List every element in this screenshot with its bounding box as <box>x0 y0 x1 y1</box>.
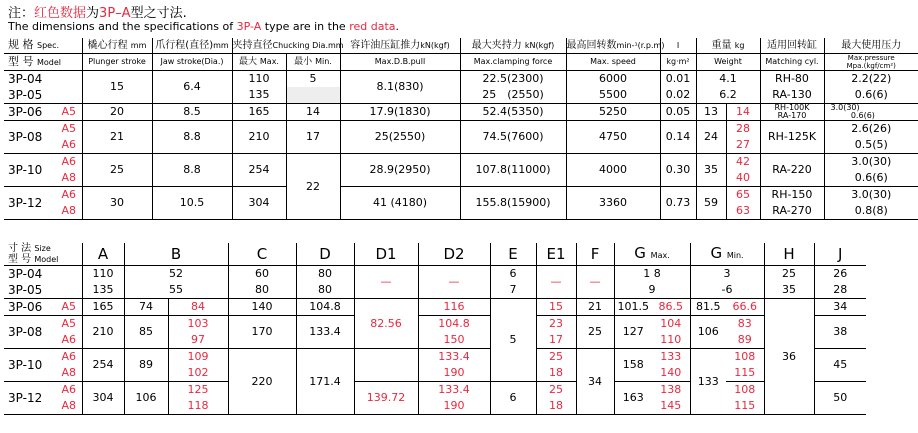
table-cell: 254 <box>82 349 124 382</box>
table-cell: 133.4 <box>296 316 354 349</box>
table-cell: 0.02 <box>660 87 696 104</box>
table-cell: 最高回转数 <box>566 39 617 51</box>
table-cell: kg <box>734 40 745 50</box>
table-cell: Size <box>34 244 51 253</box>
table-cell: 10.5 <box>152 187 232 220</box>
table-cell: 0.01 <box>660 71 696 88</box>
table-cell: 5 <box>490 299 536 382</box>
table-cell: 0.6(6) <box>824 87 918 104</box>
table-cell: 为 <box>86 6 100 21</box>
table-cell: 140 <box>660 366 682 379</box>
table-cell: 35 <box>764 282 814 299</box>
table-cell: 26 <box>814 266 866 283</box>
table-cell: 最大夹持力 <box>471 39 522 51</box>
table-cell: 3P–A <box>99 6 131 21</box>
table-cell: 86.5 <box>658 300 684 313</box>
table-cell: A5 <box>61 122 77 135</box>
table-cell <box>232 38 344 54</box>
table-cell: 66.6 <box>732 300 758 313</box>
dim-row-3p-12-a6 <box>4 382 866 399</box>
table-cell: 21 <box>82 121 152 154</box>
table-cell: 爪行程(直径) <box>155 39 214 51</box>
table-cell: 最小 <box>294 57 313 67</box>
table-cell: 6.2 <box>696 87 760 104</box>
table-cell <box>760 104 824 121</box>
table-cell: 25 <box>764 266 814 283</box>
table-cell: 1 8 <box>614 266 690 283</box>
table-cell <box>286 54 340 71</box>
table-cell: F <box>576 243 614 266</box>
table-cell: 133 <box>690 349 726 415</box>
table-cell: 9 <box>614 282 690 299</box>
table-cell: 14 <box>726 104 760 121</box>
table-cell: 80 <box>296 266 354 283</box>
table-cell: 139.72 <box>354 382 418 415</box>
dimension-table <box>4 243 866 415</box>
table-cell: 3P-06 <box>8 105 43 119</box>
table-cell <box>82 38 152 54</box>
table-cell: Mpa.(kgf/cm²) <box>846 62 896 70</box>
table-cell: kN(kgf) <box>420 40 450 50</box>
table-cell: 127 <box>614 316 652 349</box>
table-cell: 89 <box>124 349 168 382</box>
table-cell: 304 <box>232 187 286 220</box>
table-cell: min-¹(r.p.m) <box>616 40 665 50</box>
table-cell <box>690 243 764 266</box>
table-cell: G <box>634 243 646 262</box>
table-cell: Min. <box>315 57 332 66</box>
table-cell: 220 <box>228 349 296 415</box>
table-cell: 59 <box>696 187 726 220</box>
table-cell: 109 <box>168 349 228 366</box>
table-cell: A5 <box>61 317 77 330</box>
table-cell: 106 <box>690 316 726 349</box>
table-cell: 25 <box>536 349 576 366</box>
table-cell: -6 <box>690 282 764 299</box>
table-cell: RA-170 <box>777 111 807 120</box>
table-cell: 2.6(26) <box>824 121 918 138</box>
table-cell: 22 <box>286 154 340 220</box>
table-cell: 最大 <box>239 57 258 67</box>
table-cell: A8 <box>61 399 77 412</box>
table-cell: 8.1(830) <box>340 71 460 104</box>
table-cell: 85 <box>124 316 168 349</box>
table-cell: 210 <box>82 316 124 349</box>
table-cell: 165 <box>82 299 124 316</box>
table-cell: RA-270 <box>760 203 824 220</box>
table-cell: 3P-10 <box>8 358 43 372</box>
table-cell: 8.5 <box>152 104 232 121</box>
table-cell: 107.8(11000) <box>460 154 566 187</box>
table-cell: D <box>296 243 354 266</box>
table-cell: RH-80 <box>760 71 824 88</box>
table-cell: 5250 <box>566 104 660 121</box>
table-cell: A6 <box>61 138 77 151</box>
table-cell: 3P-10 <box>8 163 43 177</box>
table-cell: 0.73 <box>660 187 696 220</box>
note-cn <box>8 2 187 21</box>
table-cell: kN(kgf) <box>524 40 555 50</box>
table-cell: A6 <box>61 188 77 201</box>
table-cell: 8.8 <box>152 121 232 154</box>
table-cell: 0.05 <box>660 104 696 121</box>
table-cell: A6 <box>61 333 77 346</box>
spec-row-3p-08-a5 <box>4 121 918 138</box>
table-cell: 25 <box>536 382 576 399</box>
table-cell: 21 <box>576 299 614 316</box>
table-cell: type are in the <box>261 20 350 33</box>
table-cell: 35 <box>696 154 726 187</box>
table-cell: 97 <box>168 332 228 349</box>
table-cell: D2 <box>418 243 490 266</box>
table-cell: 83 <box>737 317 752 330</box>
spec-row-3p-04 <box>4 71 918 88</box>
table-cell <box>4 38 82 54</box>
table-cell: 6 <box>490 266 536 283</box>
table-cell: A8 <box>61 171 77 184</box>
table-cell: 133 <box>660 350 682 363</box>
table-cell: G <box>710 243 723 262</box>
table-cell: 135 <box>232 87 286 104</box>
table-cell: 60 <box>228 266 296 283</box>
table-cell: 3P-12 <box>8 196 43 210</box>
table-cell: RA-130 <box>760 87 824 104</box>
table-cell: 橇心行程 <box>87 39 128 51</box>
table-cell: 210 <box>232 121 286 154</box>
table-cell: Matching cyl. <box>760 54 824 71</box>
table-cell: 42 <box>726 154 760 171</box>
table-cell: Chucking Dia.mm <box>272 40 344 50</box>
table-cell: 140 <box>228 299 296 316</box>
table-cell: 重量 <box>711 39 732 51</box>
table-cell: 254 <box>232 154 286 187</box>
table-cell: 34 <box>814 299 866 316</box>
table-cell: 红色数据 <box>34 6 87 21</box>
table-cell: C <box>228 243 296 266</box>
table-cell: red data <box>349 20 396 33</box>
table-cell: Jaw stroke(Dia.) <box>152 54 232 71</box>
table-cell: 304 <box>82 382 124 415</box>
table-cell: 104 <box>660 317 682 330</box>
table-cell: 4000 <box>566 154 660 187</box>
table-cell <box>566 38 665 54</box>
table-cell: 102 <box>168 365 228 382</box>
table-cell: 101.5 <box>614 299 652 316</box>
table-cell: 104.8 <box>418 316 490 333</box>
table-cell: 5 <box>286 71 340 88</box>
spec-table <box>4 38 918 220</box>
table-cell: 18 <box>536 398 576 415</box>
table-cell: 3.0(30) <box>824 154 918 171</box>
table-cell: 夹持直径 <box>232 39 273 51</box>
table-cell: 3P-08 <box>8 325 43 339</box>
table-cell <box>4 243 82 266</box>
table-cell: 38 <box>814 316 866 349</box>
dim-row-3p-04 <box>4 266 866 283</box>
table-cell: 4.1 <box>696 71 760 88</box>
table-cell: Max. <box>650 250 670 260</box>
table-cell: RH-125K <box>760 121 824 154</box>
table-cell: H <box>764 243 814 266</box>
table-cell: 型之寸法. <box>130 6 187 21</box>
table-cell: Max. <box>259 57 279 66</box>
table-cell: 3P-04 <box>8 72 43 86</box>
table-cell: 104.8 <box>296 299 354 316</box>
table-cell: 158 <box>614 349 652 382</box>
table-cell <box>696 38 760 54</box>
table-cell: 55 <box>124 282 228 299</box>
table-cell: 3P-06 <box>8 300 43 314</box>
table-cell: 适用回转缸 <box>760 38 824 54</box>
table-cell: 规 格 <box>8 38 34 51</box>
table-cell: 30 <box>82 187 152 220</box>
table-cell <box>4 54 82 71</box>
table-cell: 28.9(2950) <box>340 154 460 187</box>
table-cell: A6 <box>61 383 77 396</box>
table-cell: 4750 <box>566 121 660 154</box>
table-cell: — <box>418 266 490 299</box>
table-cell: 41 (4180) <box>340 187 460 220</box>
table-cell: 52 <box>124 266 228 283</box>
table-cell: 3P-08 <box>8 130 43 144</box>
table-cell: 24 <box>696 121 726 154</box>
table-cell: Model <box>34 255 59 264</box>
table-cell: 3P-05 <box>8 88 43 102</box>
table-cell: 6.4 <box>152 71 232 104</box>
table-cell: A6 <box>61 350 77 363</box>
table-cell: Max. speed <box>566 54 660 71</box>
table-cell: 6000 <box>566 71 660 88</box>
dim-header-row <box>4 243 866 266</box>
table-cell: 3P-A <box>236 20 262 33</box>
table-cell: 34 <box>576 349 614 415</box>
table-cell: 型 号 <box>8 254 32 265</box>
spec-row-3p-06 <box>4 104 918 121</box>
table-cell: 28 <box>726 121 760 138</box>
table-cell: 15 <box>82 71 152 104</box>
table-cell: Max.clamping force <box>460 54 566 71</box>
table-cell: 注： <box>8 6 35 21</box>
dim-row-3p-10-a6 <box>4 349 866 366</box>
note-en <box>8 20 399 33</box>
table-cell: 36 <box>764 299 814 415</box>
table-cell: 110 <box>82 266 124 283</box>
table-cell: — <box>576 266 614 299</box>
table-cell: mm <box>213 40 229 50</box>
table-cell: 15 <box>536 299 576 316</box>
table-cell <box>354 349 418 382</box>
table-cell: 0.6(6) <box>824 170 918 187</box>
table-cell <box>340 38 460 54</box>
table-cell: 3P-04 <box>8 267 43 281</box>
table-cell: 81.5 <box>690 299 726 316</box>
table-cell: 3.0(30) <box>824 187 918 204</box>
table-cell <box>824 104 918 121</box>
table-cell: — <box>354 266 418 299</box>
table-cell: 190 <box>418 398 490 415</box>
table-cell: 5500 <box>566 87 660 104</box>
table-cell: 3360 <box>566 187 660 220</box>
table-cell: 65 <box>726 187 760 204</box>
table-cell: 13 <box>696 104 726 121</box>
table-cell: 0.6(6) <box>850 111 875 120</box>
table-cell: 115 <box>734 366 756 379</box>
table-cell: 106 <box>124 382 168 415</box>
table-cell: 7 <box>490 282 536 299</box>
table-cell: 190 <box>418 365 490 382</box>
table-cell: 28 <box>814 282 866 299</box>
table-cell: 0.5(5) <box>824 137 918 154</box>
table-cell: 82.56 <box>354 299 418 349</box>
table-cell: 容许油压缸推力 <box>350 39 421 51</box>
table-cell: 133.4 <box>418 349 490 366</box>
table-cell: E1 <box>536 243 576 266</box>
table-cell: E <box>490 243 536 266</box>
table-cell: 0.30 <box>660 154 696 187</box>
spec-header-row-1 <box>4 38 918 54</box>
table-cell: Spec. <box>37 41 60 50</box>
table-cell: 3P-12 <box>8 391 43 405</box>
table-cell: 116 <box>418 299 490 316</box>
table-cell: Max.pressure <box>847 54 895 62</box>
table-cell: 165 <box>232 104 286 121</box>
table-cell: 170 <box>228 316 296 349</box>
table-cell: The dimensions and the specifications of <box>8 20 237 33</box>
table-cell: A8 <box>61 366 77 379</box>
table-cell: 171.4 <box>296 349 354 415</box>
table-cell: 52.4(5350) <box>460 104 566 121</box>
table-cell: 寸 法 <box>8 243 32 254</box>
table-cell: 135 <box>82 282 124 299</box>
table-cell: J <box>814 243 866 266</box>
table-cell: 17 <box>536 332 576 349</box>
table-cell: 63 <box>726 203 760 220</box>
table-cell: 103 <box>168 316 228 333</box>
dim-row-3p-06 <box>4 299 866 316</box>
table-cell: 80 <box>228 282 296 299</box>
table-cell <box>614 243 690 266</box>
table-cell: 25 (2550) <box>460 87 566 104</box>
table-cell: 145 <box>660 399 682 412</box>
table-cell: 0.8(8) <box>824 203 918 220</box>
table-cell: 110 <box>232 71 286 88</box>
table-cell: Min. <box>726 250 744 260</box>
table-cell: RH-100K <box>774 103 810 112</box>
table-cell: — <box>536 266 576 299</box>
table-cell: RA-220 <box>760 154 824 187</box>
table-cell: 133.4 <box>418 382 490 399</box>
table-cell: kg·m² <box>660 54 696 71</box>
table-cell: Plunger stroke <box>82 54 152 71</box>
table-cell: D1 <box>354 243 418 266</box>
table-cell: 27 <box>726 137 760 154</box>
table-cell: 110 <box>660 333 682 346</box>
table-cell: 118 <box>168 398 228 415</box>
table-cell <box>460 38 566 54</box>
table-cell: 25 <box>576 316 614 349</box>
table-cell: 6 <box>490 382 536 415</box>
table-cell: 22.5(2300) <box>460 71 566 88</box>
table-cell: 84 <box>168 299 228 316</box>
table-cell <box>232 54 286 71</box>
table-cell: Max.D.B.pull <box>340 54 460 71</box>
table-cell: 型 号 <box>8 54 34 68</box>
spec-header-row-2 <box>4 54 918 71</box>
table-cell: 17.9(1830) <box>340 104 460 121</box>
table-cell: 3P-05 <box>8 283 43 297</box>
table-cell: 74.5(7600) <box>460 121 566 154</box>
table-cell <box>824 54 918 71</box>
table-cell: I <box>660 38 696 54</box>
table-cell: 150 <box>418 332 490 349</box>
table-cell: 3 <box>690 266 764 283</box>
table-cell: A <box>82 243 124 266</box>
table-cell: 74 <box>124 299 168 316</box>
table-cell: . <box>395 20 400 33</box>
table-cell: 25(2550) <box>340 121 460 154</box>
table-cell <box>286 87 340 104</box>
table-cell: 108 <box>734 383 756 396</box>
table-cell: 8.8 <box>152 154 232 187</box>
table-cell: 20 <box>82 104 152 121</box>
table-cell: 138 <box>660 383 682 396</box>
table-cell: 155.8(15900) <box>460 187 566 220</box>
table-cell: 115 <box>734 399 756 412</box>
spec-row-3p-10-a6 <box>4 154 918 171</box>
table-cell: RH-150 <box>760 187 824 204</box>
table-cell: 45 <box>814 349 866 382</box>
table-cell: Model <box>37 57 62 67</box>
table-cell: 17 <box>286 121 340 154</box>
table-cell: 80 <box>296 282 354 299</box>
table-cell: B <box>124 243 228 266</box>
table-cell: 14 <box>286 104 340 121</box>
table-cell: 23 <box>536 316 576 333</box>
table-cell: 0.14 <box>660 121 696 154</box>
table-cell: 2.2(22) <box>824 71 918 88</box>
table-cell <box>152 38 232 54</box>
table-cell: 108 <box>734 350 756 363</box>
table-cell: mm <box>130 40 147 50</box>
table-cell: A5 <box>61 105 77 118</box>
table-cell: 125 <box>168 382 228 399</box>
table-cell: 18 <box>536 365 576 382</box>
table-cell: 163 <box>614 382 652 415</box>
table-cell: 最大使用压力 <box>824 38 918 54</box>
table-cell: 89 <box>737 333 752 346</box>
table-cell: 50 <box>814 382 866 415</box>
table-cell: 40 <box>726 170 760 187</box>
table-cell: A5 <box>61 300 77 313</box>
table-cell: 25 <box>82 154 152 187</box>
table-cell: A8 <box>61 204 77 217</box>
table-cell: Weight <box>696 54 760 71</box>
table-cell: 3.0(30) <box>830 103 860 112</box>
spec-row-3p-12-a6 <box>4 187 918 204</box>
dim-row-3p-08-a5 <box>4 316 866 333</box>
table-cell: A6 <box>61 155 77 168</box>
